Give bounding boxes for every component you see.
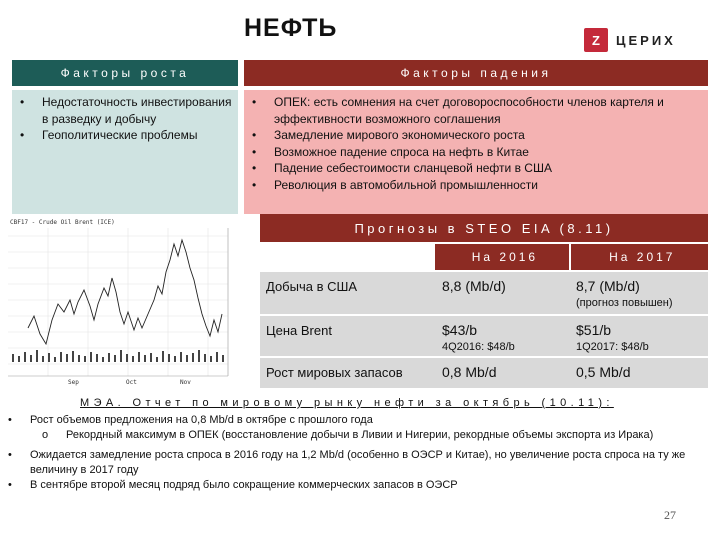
forecast-row-brent-price (260, 314, 708, 356)
growth-factor-item: • Недостаточность инвестирования в разведку и добычу (20, 94, 234, 127)
growth-factor-item: • Геополитические проблемы (20, 127, 234, 144)
decline-factor-item: • Падение себестоимости сланцевой нефти в США (252, 160, 704, 177)
forecast-value-2016: 0,8 Mb/d (442, 364, 497, 380)
mea-bullet: • Рост объемов предложения на 0,8 Mb/d в октябре с прошлого года (8, 413, 708, 428)
chart-label: CBF17 - Crude Oil Brent (ICE) (10, 219, 115, 226)
company-logo (584, 28, 676, 52)
logo-text: ЦЕРИХ (616, 32, 676, 48)
forecast-value-2017: 8,7 (Mb/d) (прогноз повышен) (576, 278, 673, 309)
mea-report-title: МЭА. Отчет по мировому рынку нефти за октябрь (10.11): (80, 397, 614, 409)
forecast-row-stock-growth (260, 356, 708, 388)
decline-factor-item: • ОПЕК: есть сомнения на счет договороспособности членов картеля и эффективности возможного соглашения (252, 94, 704, 127)
brent-price-chart (8, 216, 252, 392)
decline-factors-box (244, 90, 708, 214)
growth-factors-box (12, 90, 238, 214)
forecast-header-row (260, 244, 708, 270)
forecast-row-label: Рост мировых запасов (266, 365, 403, 380)
decline-factor-item: • Революция в автомобильной промышленности (252, 177, 704, 194)
decline-factor-item: • Возможное падение спроса на нефть в Китае (252, 144, 704, 161)
brent-price-chart-svg (8, 216, 252, 392)
forecast-title: Прогнозы в STEO EIA (8.11) (260, 214, 708, 242)
forecast-value-2017: $51/b 1Q2017: $48/b (576, 322, 649, 353)
mea-bullet: • Ожидается замедление роста спроса в 2016 году на 1,2 Mb/d (особенно в ОЭСР и Китае), но увеличение роста спроса на ту же величину в 2017 году (8, 448, 708, 478)
forecast-value-2016: $43/b 4Q2016: $48/b (442, 322, 515, 353)
mea-bullet: • В сентябре второй месяц подряд было сокращение коммерческих запасов в ОЭСР (8, 478, 708, 493)
forecast-value-2016: 8,8 (Mb/d) (442, 278, 506, 294)
forecast-row-label: Добыча в США (266, 279, 358, 294)
forecast-value-2017: 0,5 Mb/d (576, 364, 631, 380)
forecast-row-us-production (260, 270, 708, 314)
month-label: Nov (180, 379, 191, 386)
logo-mark: Z (584, 28, 608, 52)
slide-title: НЕФТЬ (244, 14, 338, 42)
growth-factors-header: Факторы роста (12, 60, 238, 86)
month-label: Sep (68, 379, 79, 386)
decline-factor-item: • Замедление мирового экономического роста (252, 127, 704, 144)
month-label: Oct (126, 379, 137, 386)
page-number: 27 (664, 508, 676, 522)
mea-report-list (8, 413, 708, 493)
mea-sub-bullet: o Рекордный максимум в ОПЕК (восстановление добычи в Ливии и Нигерии, рекордные объемы экспорта из Ирака) (8, 428, 708, 443)
decline-factors-header: Факторы падения (244, 60, 708, 86)
forecast-row-label: Цена Brent (266, 323, 332, 338)
forecast-header-empty (260, 244, 435, 270)
forecast-header-2017: На 2017 (571, 244, 708, 270)
forecast-header-2016: На 2016 (435, 244, 568, 270)
